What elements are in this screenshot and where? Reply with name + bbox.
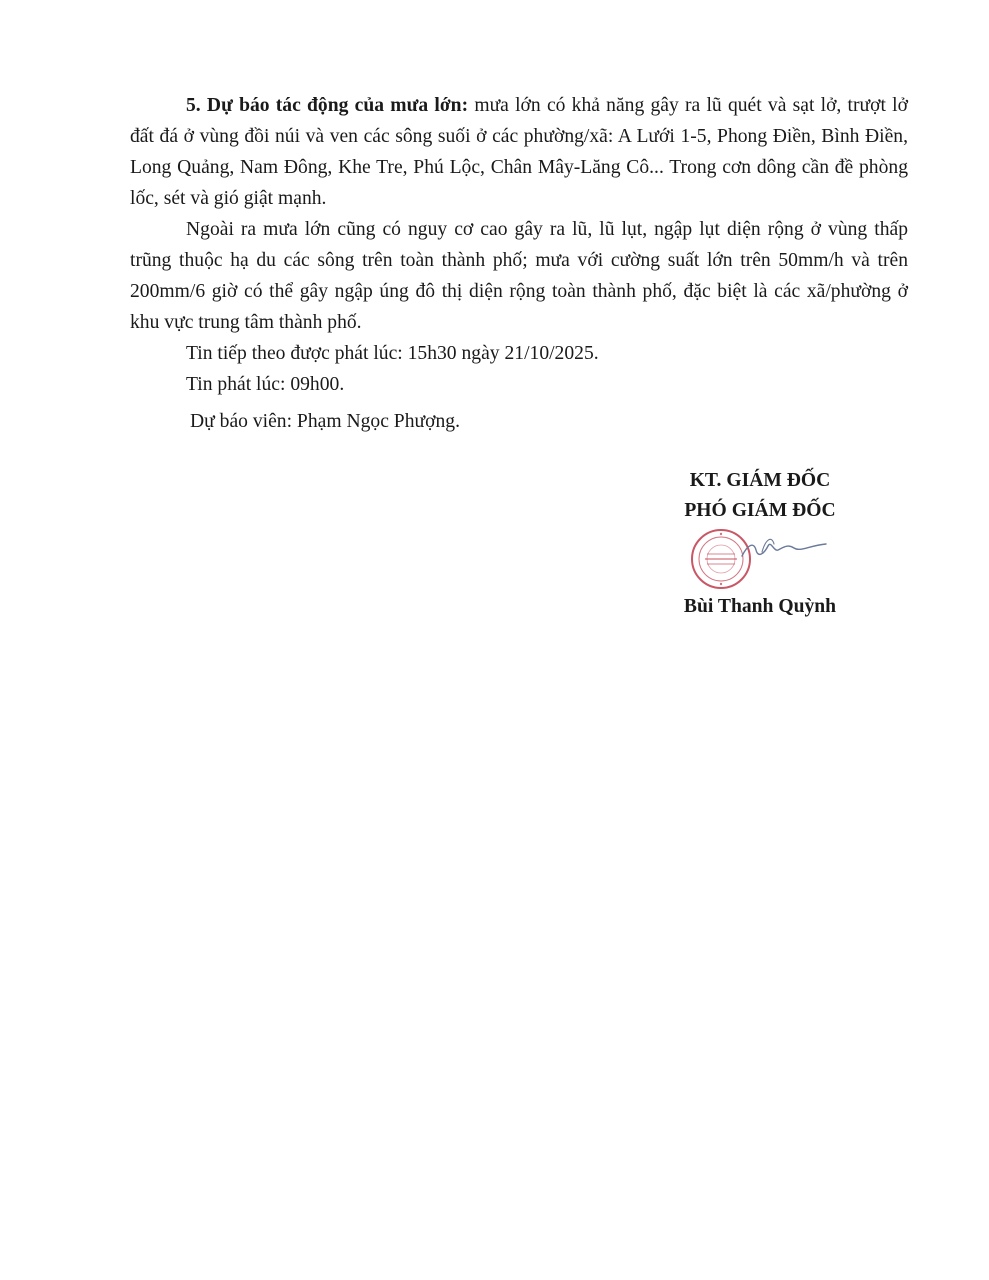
heavy-rain-paragraph: Ngoài ra mưa lớn cũng có nguy cơ cao gây ra lũ, lũ lụt, ngập lụt diện rộng ở vùng thấp trũng thuộc hạ du các sông trên toàn thành phố; mưa với cường suất lớn trên 50mm/h và trên 200mm/6 giờ có thể gây ngập úng đô thị diện rộng toàn thành phố, đặc biệt là các xã/phường ở khu vực trung tâm thành phố. <box>130 219 908 333</box>
signatory-title-line1: KT. GIÁM ĐỐC <box>689 470 831 491</box>
document-body <box>130 90 908 437</box>
section-5-paragraph <box>130 90 908 214</box>
next-bulletin-line: Tin tiếp theo được phát lúc: 15h30 ngày 21/10/2025. <box>186 343 599 364</box>
signature-block <box>620 466 900 622</box>
forecaster-line: Dự báo viên: Phạm Ngọc Phượng. <box>190 411 460 432</box>
issued-time-line: Tin phát lúc: 09h00. <box>186 374 345 395</box>
signer-name: Bùi Thanh Quỳnh <box>683 596 837 617</box>
handwritten-signature-icon <box>738 534 830 564</box>
section-5-heading: 5. Dự báo tác động của mưa lớn: <box>186 95 469 116</box>
stamp-area <box>620 528 900 586</box>
signatory-title-line2: PHÓ GIÁM ĐỐC <box>684 500 836 521</box>
section-5-body: mưa lớn có khả năng gây ra lũ quét và sạt lở, trượt lở đất đá ở vùng đồi núi và ven các sông suối ở các phường/xã: A Lưới 1-5, Phong Điền, Bình Điền, Long Quảng, Nam Đông, Khe Tre, Phú Lộc, Chân Mây-Lăng Cô... Trong cơn dông cần đề phòng lốc, sét và gió giật mạnh. <box>130 95 908 209</box>
